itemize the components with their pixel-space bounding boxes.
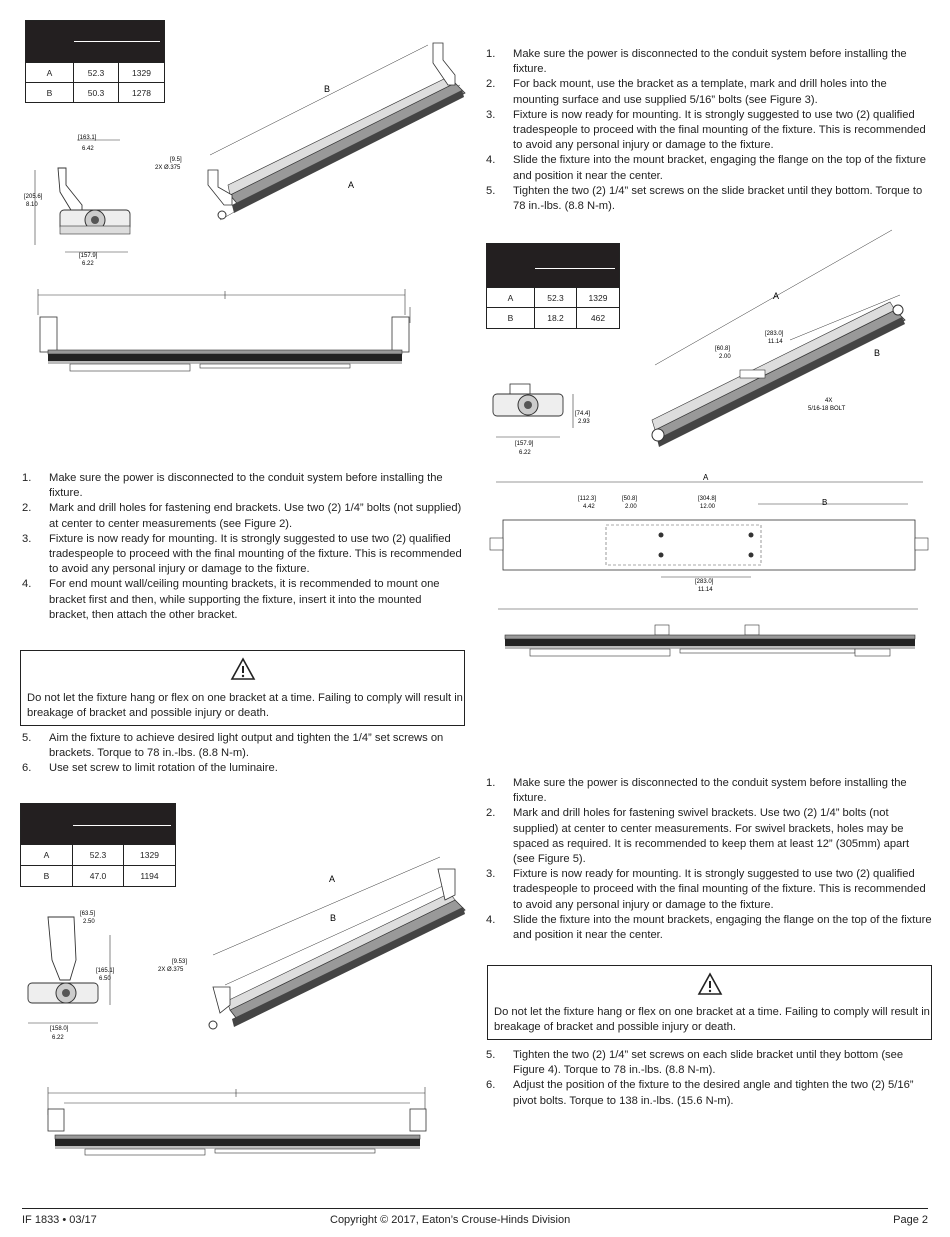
svg-text:[283.0]: [283.0] [765,331,784,337]
svg-text:2X Ø.375: 2X Ø.375 [155,165,181,171]
svg-text:B: B [822,498,828,507]
swivel-mount-front-view-figure [40,1085,440,1165]
swivel-mount-side-view-figure [18,905,138,1045]
svg-text:6.22: 6.22 [52,1035,64,1041]
svg-text:2.00: 2.00 [719,354,731,360]
swivel-mount-isometric-figure [155,855,475,1045]
svg-text:[74.4]: [74.4] [575,411,591,417]
instructions-swivel-mount: 1. Make sure the power is disconnected to the conduit system before installing the fixture. 2. Mark and drill holes for fastening swivel brackets. Use two (2) 1/4” bolts (not supplied) at center to center measurements. For swivel brackets, holes may be spaced as required. It is recommended to keep them at least 12” (305mm) apart (see Figure 5). 3. Fixture is now ready for mounting. It is strongly suggested to use two (2) qualified tradespeople to proceed with the final mounting of the fixture. This is recommended to avoid any personal injury or damage to the fixture. 4. Slide the fixture into the mount brackets, engaging the flange on the top of the fixture and position it near the center. [486,777,932,942]
svg-text:6.50: 6.50 [99,976,111,982]
back-mount-front-view-figure [490,603,930,668]
end-mount-side-view-figure [20,130,150,270]
instructions-end-mount-continued: 5. Aim the fixture to achieve desired light output and tighten the 1/4” set screws on brackets. Torque to 78 in.-lbs. (8.8 N-m). 6. Use set screw to limit rotation of the luminaire. [22,732,444,775]
svg-text:8.10: 8.10 [26,202,38,208]
back-mount-top-view-figure [488,470,938,595]
svg-text:[163.1]: [163.1] [78,135,97,141]
svg-text:[158.0]: [158.0] [50,1026,69,1032]
instructions-swivel-mount-continued: 5. Tighten the two (2) 1/4” set screws on each slide bracket until they bottom (see Figure 4). Torque to 78 in.-lbs. (8.8 N-m). 6. Adjust the position of the fixture to the desired angle and tighten the two (2) 5/16” pivot bolts. Torque to 138 in.-lbs. (15.6 N-m). [486,1049,914,1107]
svg-text:[157.9]: [157.9] [515,441,534,447]
svg-text:4.42: 4.42 [583,504,595,510]
svg-text:[9.5]: [9.5] [170,157,182,163]
copyright: Copyright © 2017, Eaton’s Crouse-Hinds Division [330,1214,571,1226]
dimension-table-3 [20,803,176,887]
page-footer [22,1208,928,1226]
table-row: B 50.3 1278 [26,82,164,102]
svg-text:B: B [324,84,331,94]
svg-text:[165.1]: [165.1] [96,968,115,974]
table-row: B 47.0 1194 [21,865,175,886]
svg-text:A: A [348,180,355,190]
svg-text:2.00: 2.00 [625,504,637,510]
table-row: B 18.2 462 [487,307,619,328]
back-mount-side-view-figure [488,382,598,462]
svg-text:2.93: 2.93 [578,419,590,425]
svg-text:[50.8]: [50.8] [622,496,638,502]
instructions-end-mount: 1. Make sure the power is disconnected to the conduit system before installing the fixture. 2. Mark and drill holes for fastening end brackets. Use two (2) 1/4” bolts (not supplied) at center to center measurements (see Figure 2). 3. Fixture is now ready for mounting. It is strongly suggested to use two (2) qualified tradespeople to proceed with the final mounting of the fixture. This is recommended to avoid any personal injury or damage to the fixture. 4. For end mount wall/ceiling mounting brackets, it is recommended to mount one bracket first and then, while supporting the fixture, insert it into the mounted bracket, then attach the other bracket. [22,472,462,621]
document-id: IF 1833 • 03/17 [22,1214,97,1226]
warning-icon [697,972,723,996]
dimension-table-2 [486,243,620,329]
svg-text:[9.53]: [9.53] [172,959,188,965]
svg-text:4X: 4X [825,398,833,404]
svg-text:A: A [703,473,709,482]
end-mount-front-view-figure [30,285,420,385]
svg-text:11.14: 11.14 [768,339,783,345]
svg-text:[60.8]: [60.8] [715,346,731,352]
svg-text:A: A [773,291,780,301]
svg-text:2.50: 2.50 [83,919,95,925]
svg-text:2X Ø.375: 2X Ø.375 [158,967,184,973]
table-row: A 52.3 1329 [26,62,164,82]
svg-text:[205.6]: [205.6] [24,194,43,200]
warning-box: Do not let the fixture hang or flex on one bracket at a time. Failing to comply will result in breakage of bracket and possible injury or death. [20,650,465,726]
dimension-table-1 [25,20,165,103]
warning-icon [230,657,256,681]
svg-text:A: A [329,874,336,884]
svg-text:[63.5]: [63.5] [80,911,96,917]
page-number: Page 2 [893,1214,928,1226]
svg-text:6.22: 6.22 [82,261,94,267]
end-mount-isometric-figure [150,35,480,235]
table-row: A 52.3 1329 [21,844,175,865]
svg-text:B: B [330,913,337,923]
instructions-back-mount: 1. Make sure the power is disconnected to the conduit system before installing the fixture. 2. For back mount, use the bracket as a template, mark and drill holes into the mounting surface and use supplied 5/16” bolts (see Figure 3). 3. Fixture is now ready for mounting. It is strongly suggested to use two (2) qualified tradespeople to proceed with the final mounting of the fixture. This is recommended to avoid any personal injury or damage to the fixture. 4. Slide the fixture into the mount bracket, engaging the flange on the top of the fixture and position it near the center. 5. Tighten the two (2) 1/4” set screws on the slide bracket until they bottom. Torque to 78 in.-lbs. (8.8 N-m). [486,48,926,213]
svg-text:12.00: 12.00 [700,504,716,510]
svg-text:[304.8]: [304.8] [698,496,717,502]
svg-text:[112.3]: [112.3] [578,496,596,502]
svg-text:5/16-18 BOLT: 5/16-18 BOLT [808,406,846,412]
svg-text:6.22: 6.22 [519,450,531,456]
warning-box: Do not let the fixture hang or flex on one bracket at a time. Failing to comply will result in breakage of bracket and possible injury or death. [487,965,932,1040]
back-mount-isometric-figure [640,225,930,460]
svg-text:[283.0]: [283.0] [695,579,714,585]
svg-text:6.42: 6.42 [82,146,94,152]
svg-text:[157.9]: [157.9] [79,253,98,259]
svg-text:B: B [874,348,881,358]
svg-text:11.14: 11.14 [698,587,713,593]
table-row: A 52.3 1329 [487,287,619,307]
